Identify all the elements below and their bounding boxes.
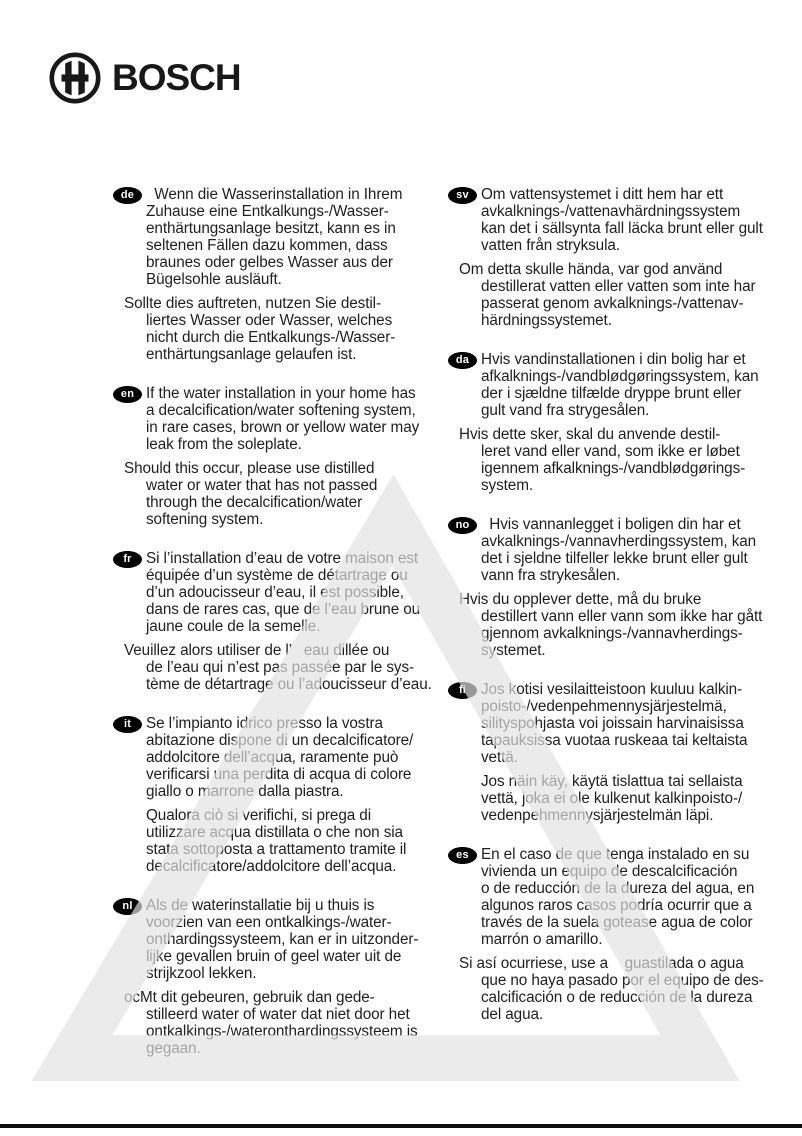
paragraph — [113, 642, 448, 693]
text-line: ocMt dit gebeuren, gebruik dan gede- — [124, 989, 375, 1006]
language-section-it — [113, 715, 448, 875]
language-badge-en: en — [113, 386, 142, 403]
text-line: Wenn die Wasserinstallation in Ihrem — [146, 186, 403, 203]
text-line: o de reducción de la dureza del agua, en — [481, 880, 755, 897]
text-line: tapauksissa vuotaa ruskeaa tai keltaista — [481, 732, 748, 749]
text-line: stata sottoposta a trattamento tramite il — [146, 841, 407, 858]
paragraph — [113, 897, 448, 982]
text-line: If the water installation in your home has — [146, 385, 416, 402]
text-line: utilizzare acqua distillata o che non sia — [146, 824, 403, 841]
paragraph — [113, 385, 448, 453]
paragraph — [113, 550, 448, 635]
language-badge-sv: sv — [448, 187, 477, 204]
text-line: gegaan. — [146, 1040, 201, 1057]
text-line: destillert vann eller vann som ikke har gått — [481, 608, 763, 625]
language-section-nl — [113, 897, 448, 1057]
text-line: softening system. — [146, 511, 264, 528]
text-line: strijkzool lekken. — [146, 965, 257, 982]
text-line: vivienda un equipo de descalcificación — [481, 863, 738, 880]
text-line: enthärtungsanlage besitzt, kann es in — [146, 220, 396, 237]
text-line: leret vand eller vand, som ikke er løbet — [481, 443, 740, 460]
text-line: tème de détartrage ou l’adoucisseur d’eau. — [146, 676, 432, 693]
text-line: ontkalkings-/wateronthardingssysteem is — [146, 1023, 418, 1040]
language-section-de — [113, 186, 448, 363]
text-line: avkalknings-/vannavherdingssystem, kan — [481, 533, 757, 550]
paragraph — [448, 186, 783, 254]
paragraph — [448, 773, 783, 824]
text-line: through the decalcification/water — [146, 494, 363, 511]
text-line: voorzien van een ontkalkings-/water- — [146, 914, 392, 931]
text-line: silityspohjasta voi joissain harvinaisissa — [481, 715, 744, 732]
text-line: water or water that has not passed — [146, 477, 378, 494]
text-line: Bügelsohle ausläuft. — [146, 271, 282, 288]
text-line: vettä, joka ei ole kulkenut kalkinpoisto-/ — [481, 790, 743, 807]
paragraph — [448, 261, 783, 329]
text-line: onthardingssysteem, kan er in uitzonder- — [146, 931, 419, 948]
language-badge-nl: nl — [113, 898, 142, 915]
text-line: liertes Wasser oder Wasser, welches — [146, 312, 393, 329]
text-line: vettä. — [481, 749, 518, 766]
text-line: Si así ocurriese, use a guastilada o agua — [459, 955, 744, 972]
text-line: system. — [481, 477, 533, 494]
text-line: calcificación o de reducción de la dureza — [481, 989, 753, 1006]
text-line: dans de rares cas, que de l’eau brune ou — [146, 601, 421, 618]
paragraph — [448, 846, 783, 948]
text-line: Should this occur, please use distilled — [124, 460, 375, 477]
text-line: vatten från stryksula. — [481, 237, 620, 254]
text-line: lijke gevallen bruin of geel water uit de — [146, 948, 402, 965]
language-badge-it: it — [113, 716, 142, 733]
text-line: a decalcification/water softening system, — [146, 402, 416, 419]
text-line: passerat genom avkalknings-/vattenav- — [481, 295, 744, 312]
paragraph — [113, 186, 448, 288]
text-line: Hvis du opplever dette, må du bruke — [459, 591, 702, 608]
text-line: gult vand fra strygesålen. — [481, 402, 650, 419]
language-badge-fi: fi — [448, 682, 477, 699]
text-line: in rare cases, brown or yellow water may — [146, 419, 420, 436]
text-line: abitazione dispone di un decalcificatore/ — [146, 732, 414, 749]
text-line: seltenen Fällen dazu kommen, dass — [146, 237, 388, 254]
text-line: En el caso de que tenga instalado en su — [481, 846, 750, 863]
paragraph — [448, 351, 783, 419]
text-line: stilleerd water of water dat niet door het — [146, 1006, 410, 1023]
text-line: de l’eau qui n’est pas passée par le sys- — [146, 659, 415, 676]
text-line: Jos kotisi vesilaitteistoon kuuluu kalkin- — [481, 681, 743, 698]
paragraph — [113, 807, 448, 875]
text-line: algunos raros casos podría ocurrir que a — [481, 897, 752, 914]
text-line: marrón o amarillo. — [481, 931, 603, 948]
text-line: través de la suela gotease agua de color — [481, 914, 753, 931]
text-line: jaune coule de la semelle. — [146, 618, 321, 635]
text-line: gjennom avkalknings-/vannavherdings- — [481, 625, 743, 642]
text-line: decalcificatore/addolcitore dell’acqua. — [146, 858, 397, 875]
text-line: Om vattensystemet i ditt hem har ett — [481, 186, 724, 203]
text-line: destillerat vatten eller vatten som inte har — [481, 278, 756, 295]
text-line: d’un adoucisseur d’eau, il est possible, — [146, 584, 404, 601]
text-line: Se l’impianto idrico presso la vostra — [146, 715, 383, 732]
text-line: Veuillez alors utiliser de l’ eau dillée ou — [124, 642, 390, 659]
text-line: Als de waterinstallatie bij u thuis is — [146, 897, 375, 914]
text-line: poisto-/vedenpehmennysjärjestelmä, — [481, 698, 727, 715]
paragraph — [113, 989, 448, 1057]
language-section-en — [113, 385, 448, 528]
text-line: que no haya pasado por el equipo de des- — [481, 972, 764, 989]
text-line: Sollte dies auftreten, nutzen Sie destil- — [124, 295, 381, 312]
text-line: Zuhause eine Entkalkungs-/Wasser- — [146, 203, 389, 220]
text-line: Hvis vandinstallationen i din bolig har et — [481, 351, 746, 368]
text-line: Qualora ciò si verifichi, si prega di — [146, 807, 371, 824]
text-line: systemet. — [481, 642, 546, 659]
text-line: braunes oder gelbes Wasser aus der — [146, 254, 393, 271]
bosch-wordmark: BOSCH — [112, 57, 241, 98]
language-section-da — [448, 351, 783, 494]
language-badge-fr: fr — [113, 551, 142, 568]
bottom-rule — [0, 1124, 802, 1128]
language-section-fi — [448, 681, 783, 824]
paragraph — [113, 715, 448, 800]
text-line: afkalknings-/vandblødgøringssystem, kan — [481, 368, 759, 385]
text-line: Om detta skulle hända, var god använd — [459, 261, 723, 278]
column-left — [113, 186, 448, 1079]
paragraph — [113, 460, 448, 528]
paragraph — [448, 681, 783, 766]
text-line: vedenpehmennysjärjestelmän läpi. — [481, 807, 714, 824]
text-line: Jos näin käy, käytä tislattua tai sellaista — [481, 773, 743, 790]
text-line: härdningssystemet. — [481, 312, 612, 329]
paragraph — [448, 516, 783, 584]
language-badge-es: es — [448, 847, 477, 864]
text-line: Hvis dette sker, skal du anvende destil- — [459, 426, 721, 443]
text-line: leak from the soleplate. — [146, 436, 302, 453]
paragraph — [113, 295, 448, 363]
text-line: addolcitore dell’acqua, raramente può — [146, 749, 399, 766]
language-badge-da: da — [448, 352, 477, 369]
text-line: del agua. — [481, 1006, 544, 1023]
paragraph — [448, 955, 783, 1023]
language-badge-no: no — [448, 517, 477, 534]
text-line: kan det i sällsynta fall läcka brunt eller gult — [481, 220, 763, 237]
paragraph — [448, 426, 783, 494]
text-line: équipée d’un système de détartrage ou — [146, 567, 408, 584]
text-line: giallo o marrone dalla piastra. — [146, 783, 344, 800]
bosch-armature-icon — [49, 52, 101, 104]
text-line: det i sjeldne tilfeller lekke brunt eller gult — [481, 550, 748, 567]
text-line: vann fra strykesålen. — [481, 567, 621, 584]
paragraph — [448, 591, 783, 659]
text-line: verificarsi una perdita di acqua di colore — [146, 766, 412, 783]
language-section-fr — [113, 550, 448, 693]
text-line: Hvis vannanlegget i boligen din har et — [481, 516, 741, 533]
text-line: der i sjældne tilfælde dryppe brunt eller — [481, 385, 742, 402]
column-right — [448, 186, 783, 1045]
text-line: enthärtungsanlage gelaufen ist. — [146, 346, 357, 363]
text-line: nicht durch die Entkalkungs-/Wasser- — [146, 329, 396, 346]
language-section-no — [448, 516, 783, 659]
language-section-es — [448, 846, 783, 1023]
language-section-sv — [448, 186, 783, 329]
text-line: Si l’installation d’eau de votre maison est — [146, 550, 419, 567]
language-badge-de: de — [113, 187, 142, 204]
text-line: avkalknings-/vattenavhärdningssystem — [481, 203, 741, 220]
text-line: igennem afkalknings-/vandblødgørings- — [481, 460, 746, 477]
